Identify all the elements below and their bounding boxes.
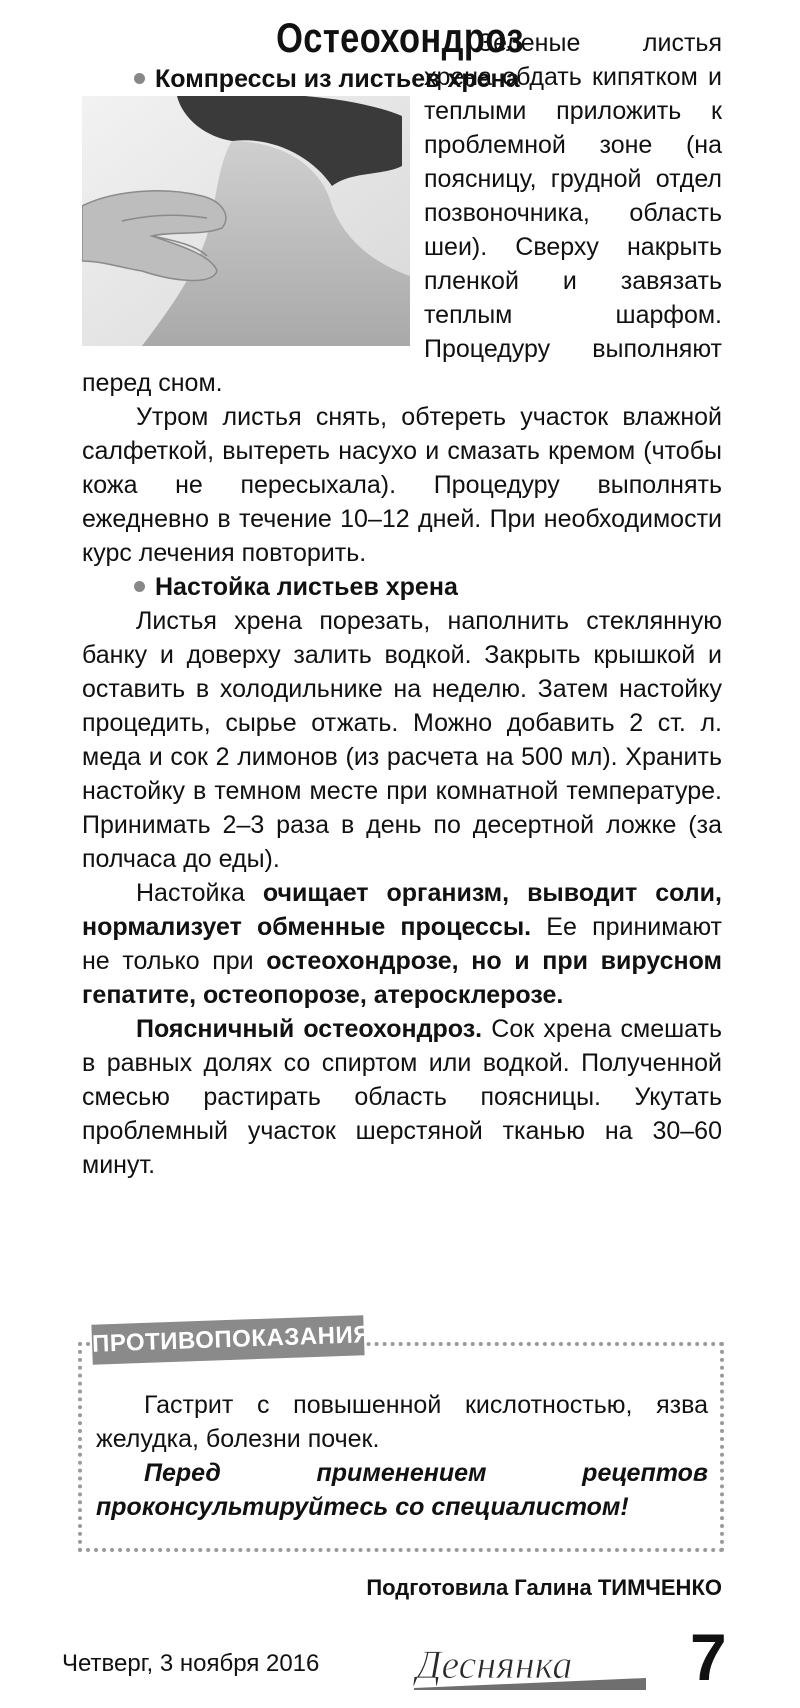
lumbar-paragraph: Поясничный остеохондроз. Сок хрена смешать в равных долях со спиртом или водкой. Полученной смесью растирать область поясницы. Укутать проблемный участок шерстяной тканью на 30–60 минут. [82, 1015, 722, 1179]
compress-paragraph-2: Утром листья снять, обтереть участок влажной салфеткой, вытереть насухо и смазать кремом (чтобы кожа не пересыхала). Процедуру выполнять ежедневно в течение 10–12 дней. При необходимости курс лечения повторить. [82, 403, 722, 567]
article-body [82, 29, 723, 1182]
contraindications-tag: ПРОТИВОПОКАЗАНИЯ [91, 1315, 364, 1364]
bullet-icon [134, 581, 145, 592]
page-number: 7 [690, 1620, 727, 1694]
section-heading-tincture: Настойка листьев хрена [82, 570, 722, 604]
compress-paragraph-1: Зеленые листья хрена обдать кипятком и теплыми приложить к проблемной зоне (на поясницу, грудной отдел позвоночника, область шеи). Сверху накрыть пленкой и завязать теплым шарфом. Процедуру выполняют перед сном. [82, 29, 722, 397]
neck-massage-photo [82, 96, 410, 346]
compress-block [82, 26, 722, 400]
tincture-paragraph-1: Листья хрена порезать, наполнить стеклянную банку и доверху залить водкой. Закрыть крышкой и оставить в холодильнике на неделю. Затем настойку процедить, сырье отжать. Можно добавить 2 ст. л. меда и сок 2 лимонов (из расчета на 500 мл). Хранить настойку в темном месте при комнатной температуре. Принимать 2–3 раза в день по десертной ложке (за полчаса до еды). [82, 607, 722, 873]
contraindications-list: Гастрит с повышенной кислотностью, язва желудка, болезни почек. [96, 1391, 708, 1453]
consult-warning: Перед применением рецептов проконсультируйтесь со специалистом! [96, 1459, 708, 1521]
issue-date: Четверг, 3 ноября 2016 [62, 1650, 320, 1677]
article-title: Остеохондроз [276, 14, 524, 61]
tincture-paragraph-2: Настойка очищает организм, выводит соли, нормализует обменные процессы. Ее принимают не только при остеохондрозе, но и при вирусном гепатите, остеопорозе, атеросклерозе. [82, 879, 723, 1009]
logo-text: Деснянка [416, 1642, 573, 1687]
section-heading-compress: Компрессы из листьев хрена [82, 62, 722, 96]
newspaper-logo [410, 1638, 650, 1690]
author-credit: Подготовила Галина ТИМЧЕНКО [366, 1575, 722, 1600]
contraindications-text [96, 1388, 708, 1524]
